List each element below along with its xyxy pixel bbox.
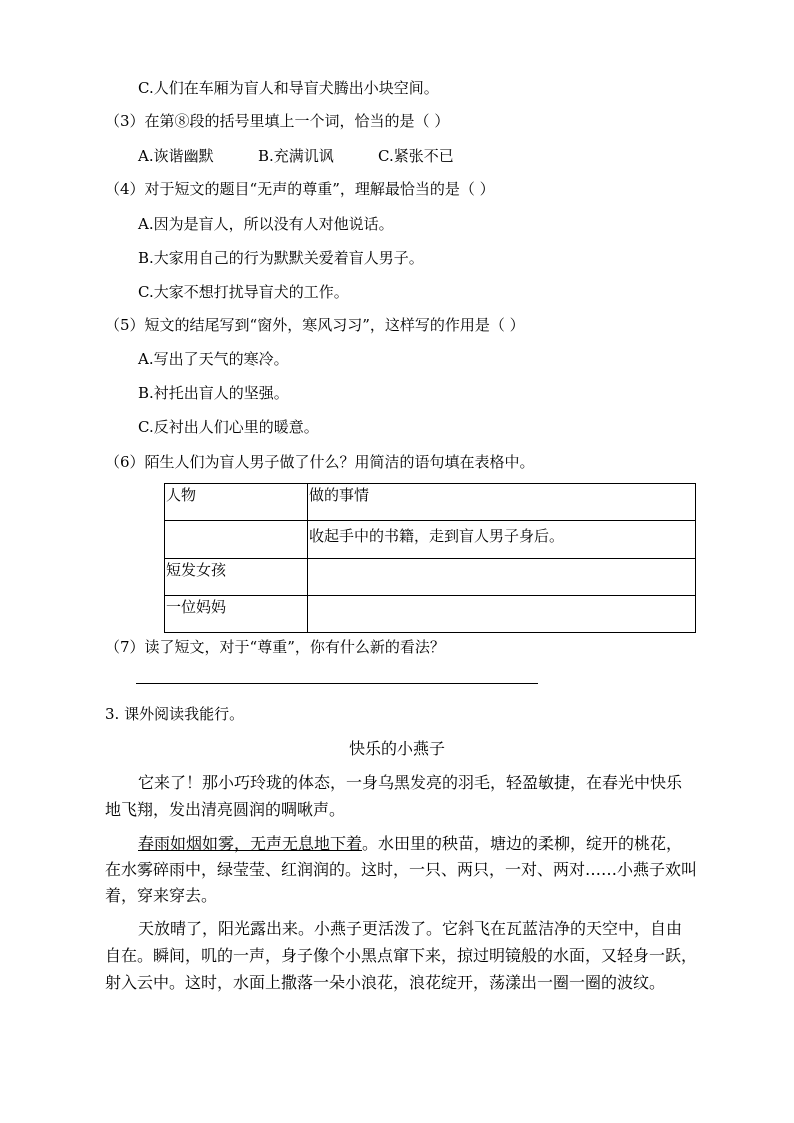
- passage-p2-line3: 着，穿来穿去。: [105, 886, 218, 905]
- passage-p3-line2: 自在。瞬间，叽的一声，身子像个小黑点窜下来，掠过明镜般的水面，又轻身一跃，: [105, 946, 698, 965]
- q6-stem: （6）陌生人们为盲人男子做了什么？用简洁的语句填在表格中。: [105, 453, 535, 471]
- q4-stem: （4）对于短文的题目“无声的尊重”，理解最恰当的是（ ）: [105, 180, 495, 198]
- table-cell-person: 一位妈妈: [165, 596, 308, 633]
- passage-p1-line1: 它来了！那小巧玲珑的体态，一身乌黑发亮的羽毛，轻盈敏捷，在春光中快乐: [138, 773, 683, 792]
- q5-option-b[interactable]: B.衬托出盲人的坚强。: [138, 384, 289, 402]
- table-cell-action[interactable]: [308, 559, 696, 596]
- q5-stem: （5）短文的结尾写到“窗外，寒风习习”，这样写的作用是（ ）: [105, 316, 525, 334]
- table-row: [165, 559, 696, 596]
- section-heading: 3. 课外阅读我能行。: [105, 705, 245, 723]
- q4-option-c[interactable]: C.大家不想打扰导盲犬的工作。: [138, 283, 349, 301]
- q5-option-c[interactable]: C.反衬出人们心里的暖意。: [138, 418, 319, 436]
- passage-p2-line1: [138, 831, 682, 854]
- q3-option-c[interactable]: C.紧张不已: [378, 147, 454, 165]
- answer-table: [164, 483, 696, 633]
- table-row: [165, 521, 696, 559]
- passage-p3-line3: 射入云中。这时，水面上撒落一朵小浪花，浪花绽开，荡漾出一圈一圈的波纹。: [105, 973, 666, 992]
- table-header-person: 人物: [165, 484, 308, 521]
- table-header-row: [165, 484, 696, 521]
- passage-p3-line1: 天放晴了，阳光露出来。小燕子更活泼了。它斜飞在瓦蓝洁净的天空中，自由: [138, 919, 683, 938]
- q4-option-a[interactable]: A.因为是盲人，所以没有人对他说话。: [138, 215, 394, 233]
- table-header-action: 做的事情: [308, 484, 696, 521]
- passage-p2-line1-rest: 。水田里的秧苗，塘边的柔柳，绽开的桃花，: [362, 834, 683, 853]
- passage-p2-line2: 在水雾碎雨中，绿莹莹、红润润的。这时，一只、两只，一对、两对……小燕子欢叫: [105, 860, 698, 879]
- table-cell-person[interactable]: [165, 521, 308, 559]
- table-row: [165, 596, 696, 633]
- answer-line[interactable]: [136, 683, 538, 684]
- q2-option-c: C.人们在车厢为盲人和导盲犬腾出小块空间。: [138, 79, 439, 97]
- q4-option-b[interactable]: B.大家用自己的行为默默关爱着盲人男子。: [138, 249, 424, 267]
- underlined-sentence: 春雨如烟如雾，无声无息地下着: [138, 834, 363, 853]
- table-cell-action[interactable]: [308, 596, 696, 633]
- q3-option-b[interactable]: B.充满讥讽: [258, 147, 334, 165]
- q7-stem: （7）读了短文，对于“尊重”，你有什么新的看法？: [105, 638, 445, 656]
- table-cell-person: 短发女孩: [165, 559, 308, 596]
- q5-option-a[interactable]: A.写出了天气的寒冷。: [138, 350, 289, 368]
- table-cell-action: 收起手中的书籍，走到盲人男子身后。: [308, 521, 696, 559]
- passage-p1-line2: 地飞翔，发出清亮圆润的啁啾声。: [105, 800, 346, 819]
- q3-stem: （3）在第⑧段的括号里填上一个词，恰当的是（ ）: [105, 112, 450, 130]
- q3-option-a[interactable]: A.诙谐幽默: [138, 147, 214, 165]
- passage-title: 快乐的小燕子: [349, 739, 446, 758]
